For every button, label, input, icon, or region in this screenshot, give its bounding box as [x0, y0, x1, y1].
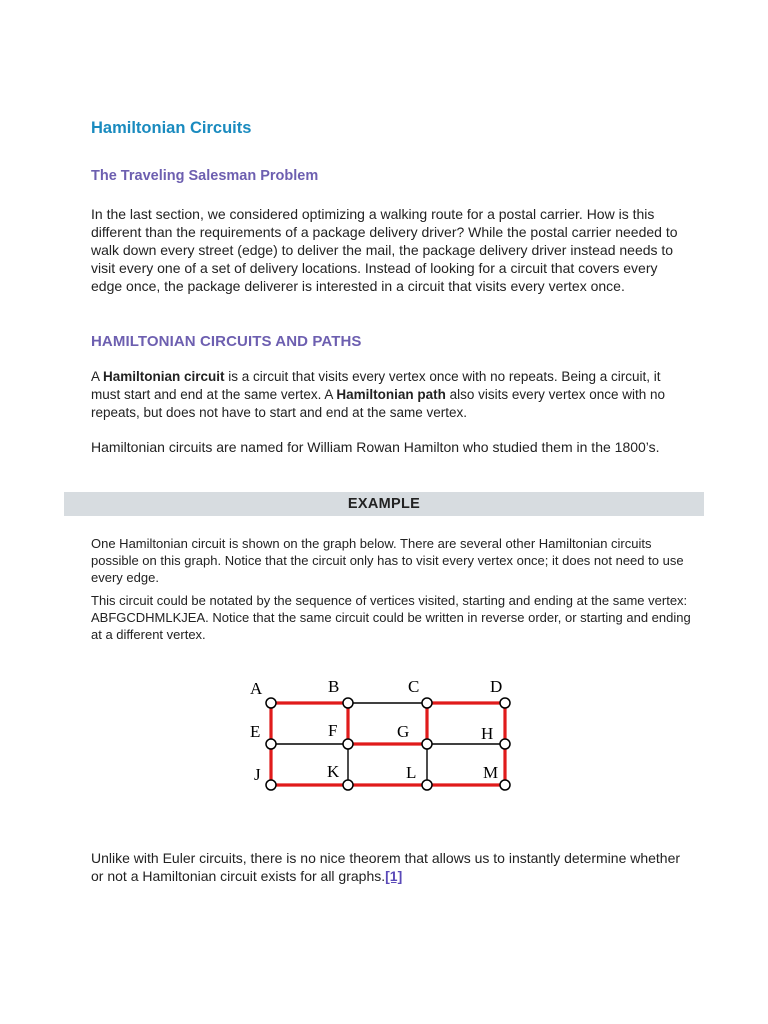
- vertex-D: [500, 698, 510, 708]
- vertex-M: [500, 780, 510, 790]
- definition-suffix: also visits every vertex once with no repeats, but does not have to start and end at the same vertex.: [91, 387, 665, 420]
- section-heading: HAMILTONIAN CIRCUITS AND PATHS: [91, 333, 362, 350]
- vertex-label-F: F: [328, 721, 338, 740]
- graph-vertex-labels: [250, 677, 502, 784]
- example-text-1: One Hamiltonian circuit is shown on the graph below. There are several other Hamiltonian circuits possible on this graph. Notice that the circuit only has to visit every vertex once; it does not need to use every edge.: [91, 536, 684, 585]
- footnote-link[interactable]: [1]: [385, 868, 403, 884]
- closing-text: Unlike with Euler circuits, there is no nice theorem that allows us to instantly determine whether or not a Hamiltonian circuit exists for all graphs.: [91, 850, 681, 884]
- vertex-G: [422, 739, 432, 749]
- vertex-label-A: A: [250, 679, 263, 698]
- term-hamiltonian-circuit: Hamiltonian circuit: [103, 369, 225, 384]
- intro-paragraph: In the last section, we considered optimizing a walking route for a postal carrier. How is this different than the requirements of a package delivery driver? While the postal carrier needed to walk down every street (edge) to deliver the mail, the package delivery driver instead needs to visit every one of a set of delivery locations. Instead of looking for a circuit that covers every edge once, the package deliverer is interested in a circuit that visits every vertex once.: [91, 206, 678, 294]
- vertex-label-H: H: [481, 724, 494, 743]
- vertex-label-G: G: [397, 722, 410, 741]
- example-label: EXAMPLE: [347, 496, 421, 512]
- vertex-label-K: K: [327, 762, 340, 781]
- vertex-J: [266, 780, 276, 790]
- vertex-B: [343, 698, 353, 708]
- closing-paragraph: [91, 849, 691, 885]
- vertex-H: [500, 739, 510, 749]
- definition-mid: is a circuit that visits every vertex once with no repeats. Being a circuit, it must start and end at the same vertex. A: [91, 369, 661, 402]
- vertex-label-M: M: [483, 763, 499, 782]
- vertex-F: [343, 739, 353, 749]
- vertex-label-E: E: [250, 722, 261, 741]
- vertex-label-L: L: [406, 763, 417, 782]
- vertex-E: [266, 739, 276, 749]
- definition-paragraph: [91, 368, 691, 422]
- vertex-label-B: B: [328, 677, 340, 696]
- term-hamiltonian-path: Hamiltonian path: [336, 387, 446, 402]
- vertex-label-C: C: [408, 677, 420, 696]
- example-text-2: This circuit could be notated by the sequence of vertices visited, starting and ending at the same vertex: ABFGCDHMLKJEA. Notice that the same circuit could be written in reverse order, or starting and ending at a different vertex.: [91, 593, 691, 642]
- vertex-K: [343, 780, 353, 790]
- history-paragraph: Hamiltonian circuits are named for William Rowan Hamilton who studied them in the 1800’s.: [91, 439, 660, 455]
- vertex-C: [422, 698, 432, 708]
- graph-edges: [271, 703, 505, 785]
- page-title: Hamiltonian Circuits: [91, 119, 252, 137]
- vertex-label-D: D: [490, 677, 503, 696]
- subtitle: The Traveling Salesman Problem: [91, 168, 319, 184]
- hamiltonian-graph-figure: [240, 672, 525, 802]
- definition-prefix: A: [91, 369, 104, 384]
- example-banner: [64, 492, 704, 516]
- vertex-A: [266, 698, 276, 708]
- vertex-label-J: J: [254, 765, 261, 784]
- vertex-L: [422, 780, 432, 790]
